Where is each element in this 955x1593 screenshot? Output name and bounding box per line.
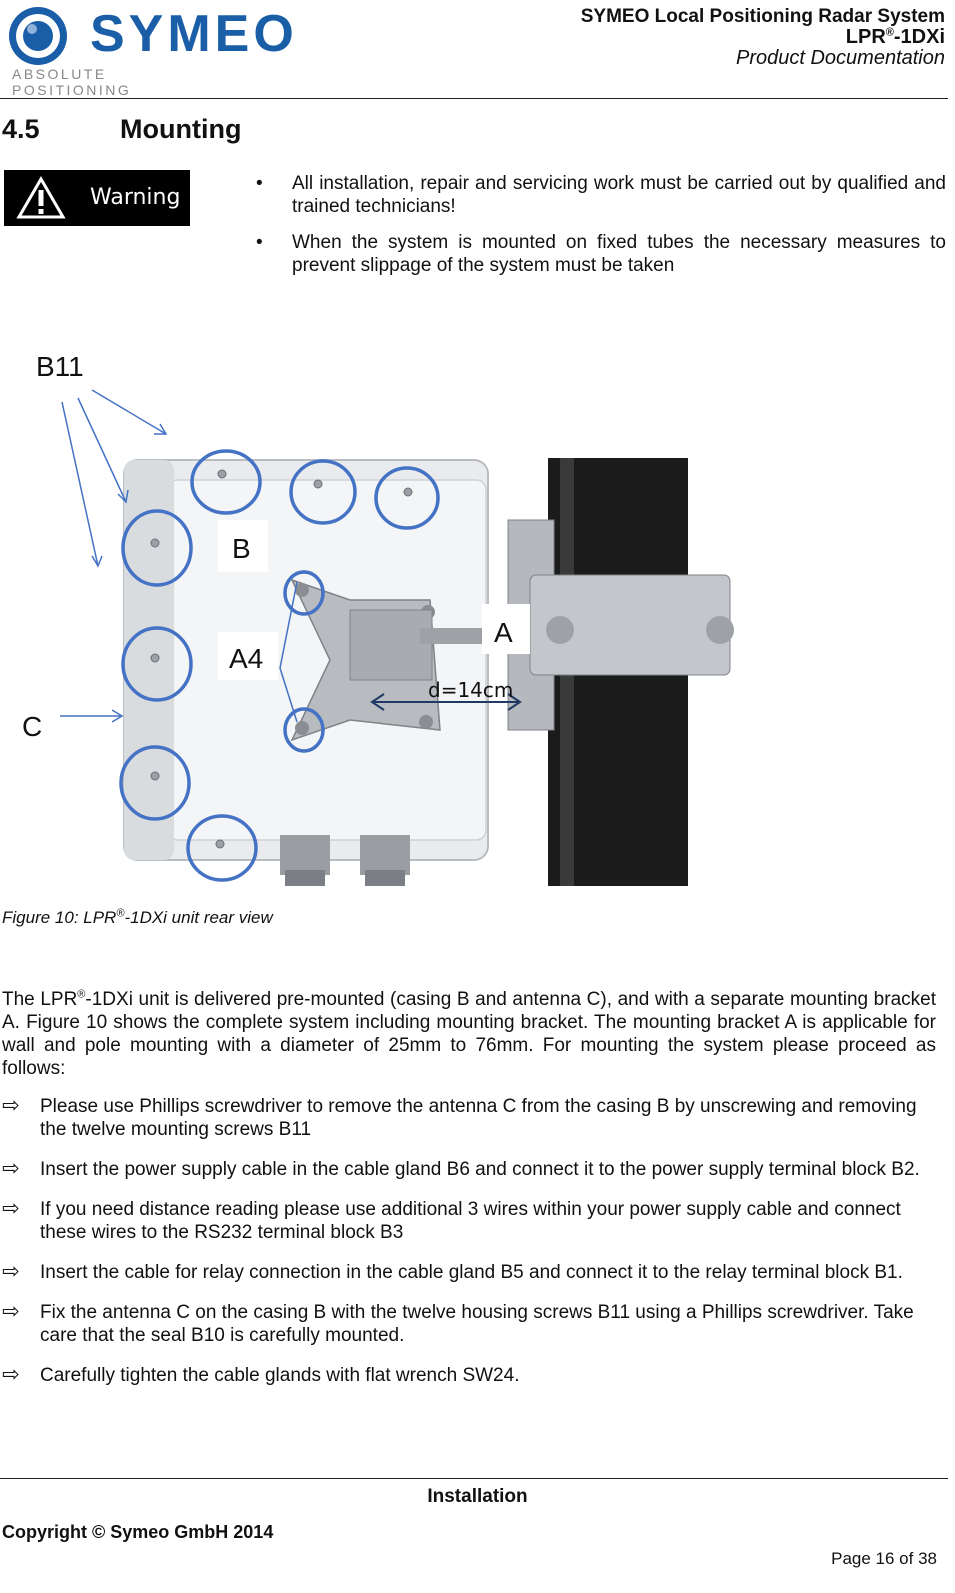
label-a: A [494,617,513,648]
footer-section-title: Installation [427,1486,528,1507]
mounting-step: ⇨ Please use Phillips screwdriver to remove the antenna C from the casing B by unscrewing and removing the twelve mounting screws B11 [2,1095,942,1141]
caption-sup: ® [116,907,125,920]
label-a4: A4 [229,643,264,674]
section-title: Mounting [120,114,242,144]
footer-copyright: Copyright © Symeo GmbH 2014 [2,1522,274,1542]
logo-tagline: ABSOLUTE POSITIONING [12,66,132,98]
warning-item: • All installation, repair and servicing work must be carried out by qualified and trained technicians! [252,172,946,218]
label-b11: B11 [36,351,84,382]
header-product-main: LPR [845,26,886,48]
symeo-logo [6,4,298,98]
label-b: B [232,533,251,564]
warning-badge [4,170,190,226]
caption-suffix: -1DXi unit rear view [124,908,273,927]
mounting-step: ⇨ If you need distance reading please use additional 3 wires within your power supply cable and connect these wires to the RS232 terminal block B3 [2,1198,942,1244]
figure-caption [2,908,273,928]
label-c: C [22,711,43,742]
header-doc-type: Product Documentation [735,47,945,69]
page-number: Page 16 of 38 [831,1549,937,1568]
label-distance: d=14cm [428,678,514,702]
header-product-name [581,27,945,48]
warning-label: Warning [90,185,181,210]
document-header-info [581,6,945,69]
caption-prefix: Figure 10: LPR [2,908,117,927]
mounting-steps-list [2,1095,942,1404]
mounting-step: ⇨ Fix the antenna C on the casing B with the twelve housing screws B11 using a Phillips screwdriver. Take care that the seal B10 is carefully mounted. [2,1301,942,1347]
section-number: 4.5 [2,114,40,144]
footer-divider [0,1478,948,1479]
figure-unit-rear-view [0,330,955,900]
mounting-step: ⇨ Carefully tighten the cable glands with flat wrench SW24. [2,1364,942,1387]
page-header [0,0,955,100]
warning-item: • When the system is mounted on fixed tubes the necessary measures to prevent slippage of the system must be taken [252,231,946,277]
body-paragraph [2,988,936,1080]
body-sup: ® [77,988,86,1001]
header-system-name: SYMEO Local Positioning Radar System [580,6,945,27]
body-suffix: -1DXi unit is delivered pre-mounted (casing B and antenna C), and with a separate mounting bracket A. Figure 10 shows the complete system including mounting bracket. The mounting bracket A is applicable for wall and pole mounting with a diameter of 25mm to 76mm. For mounting the system please proceed as follows: [2,989,936,1079]
section-heading [2,114,241,145]
warning-list [252,172,946,290]
logo-wordmark: SYMEO [90,5,298,63]
header-product-rest: -1DXi [893,26,945,48]
mounting-step: ⇨ Insert the power supply cable in the cable gland B6 and connect it to the power supply terminal block B2. [2,1158,942,1181]
logo-mark-icon [6,4,86,68]
header-product-sup: ® [885,26,894,39]
unit-mounting-illustration [0,330,955,900]
warning-triangle-icon [16,176,66,220]
header-divider [0,98,948,99]
body-prefix: The LPR [2,989,78,1010]
mounting-step: ⇨ Insert the cable for relay connection in the cable gland B5 and connect it to the relay terminal block B1. [2,1261,942,1284]
